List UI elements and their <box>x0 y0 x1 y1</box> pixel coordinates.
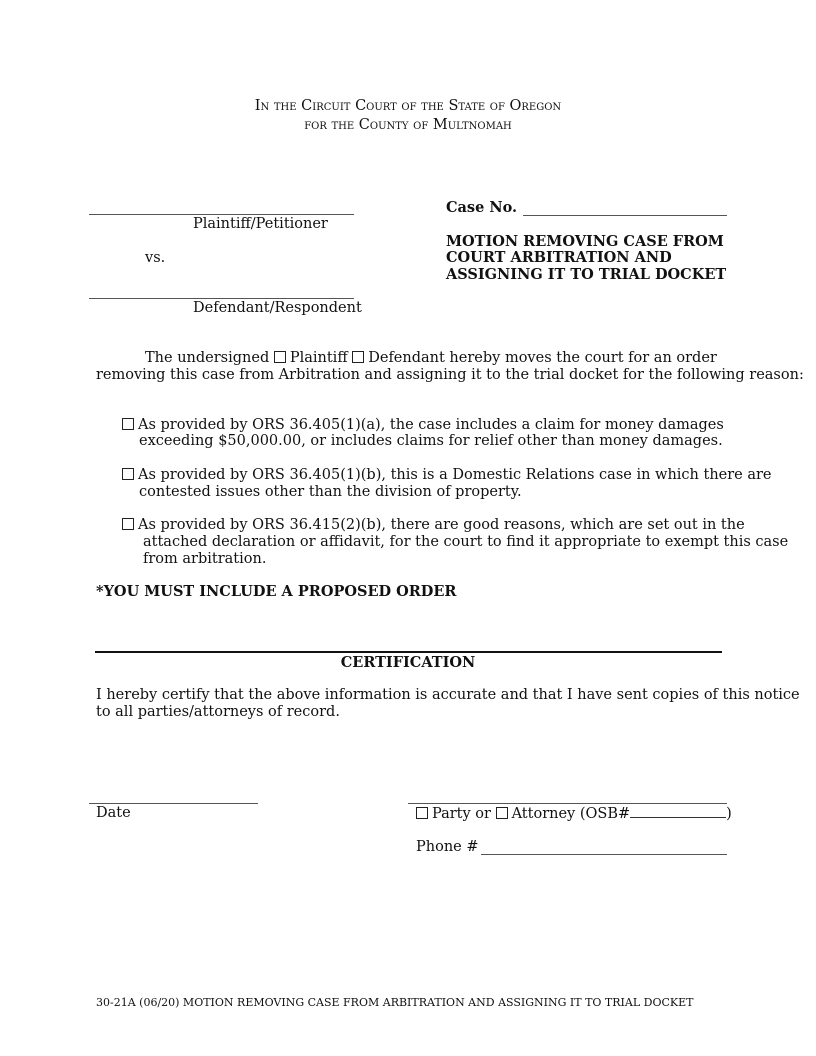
case-no-label: Case No. <box>446 199 518 216</box>
reason-3-line1: As provided by ORS 36.415(2)(b), there are good reasons, which are set out in the <box>138 517 745 533</box>
motion-title-line1: MOTION REMOVING CASE FROM <box>446 233 724 250</box>
certification-divider <box>95 651 722 653</box>
case-no-input[interactable] <box>523 215 727 216</box>
reason-2 <box>122 467 772 483</box>
reason-3 <box>122 517 745 533</box>
defendant-name-line[interactable] <box>89 298 354 299</box>
form-footer: 30-21A (06/20) MOTION REMOVING CASE FROM ARBITRATION AND ASSIGNING IT TO TRIAL DOCKET <box>96 996 694 1009</box>
defendant-checkbox[interactable] <box>352 351 364 363</box>
motion-title-line2: COURT ARBITRATION AND <box>446 249 672 266</box>
motion-intro-line2: removing this case from Arbitration and assigning it to the trial docket for the following reason: <box>96 367 804 383</box>
court-heading-line2: for the County of Multnomah <box>304 117 512 133</box>
date-label: Date <box>96 805 131 821</box>
court-heading-line1: In the Circuit Court of the State of Oregon <box>254 98 562 114</box>
party-checkbox[interactable] <box>416 807 428 819</box>
reason-3-line3: from arbitration. <box>143 551 267 567</box>
plaintiff-option-label: Plaintiff <box>289 350 348 366</box>
plaintiff-name-line[interactable] <box>89 214 354 215</box>
reason-2-checkbox[interactable] <box>122 468 134 480</box>
intro-start-text: The undersigned <box>145 350 270 366</box>
reason-3-checkbox[interactable] <box>122 518 134 530</box>
reason-2-line1: As provided by ORS 36.405(1)(b), this is a Domestic Relations case in which there are <box>138 467 772 483</box>
certification-line2: to all parties/attorneys of record. <box>96 704 340 720</box>
reason-3-line2: attached declaration or affidavit, for the court to find it appropriate to exempt this case <box>143 534 789 550</box>
osb-close-paren: ) <box>726 806 732 822</box>
motion-intro-line1 <box>145 350 717 366</box>
reason-1-checkbox[interactable] <box>122 418 134 430</box>
signer-type <box>416 805 732 822</box>
proposed-order-notice: *YOU MUST INCLUDE A PROPOSED ORDER <box>96 583 457 600</box>
reason-2-line2: contested issues other than the division of property. <box>139 484 522 500</box>
motion-title-line3: ASSIGNING IT TO TRIAL DOCKET <box>446 266 727 283</box>
vs-label: vs. <box>145 250 166 266</box>
defendant-label: Defendant/Respondent <box>193 300 362 316</box>
attorney-checkbox[interactable] <box>496 807 508 819</box>
phone-label: Phone # <box>416 839 479 855</box>
reason-1-line2: exceeding $50,000.00, or includes claims for relief other than money damages. <box>139 433 723 449</box>
reason-1-line1: As provided by ORS 36.405(1)(a), the case includes a claim for money damages <box>138 417 724 433</box>
certification-line1: I hereby certify that the above information is accurate and that I have sent copies of this notice <box>96 687 800 703</box>
plaintiff-checkbox[interactable] <box>274 351 286 363</box>
party-label: Party or <box>432 806 491 822</box>
reason-1 <box>122 417 724 433</box>
signature-line[interactable] <box>408 803 727 804</box>
phone-input[interactable] <box>481 854 727 855</box>
attorney-label: Attorney (OSB# <box>511 806 631 822</box>
defendant-option-label: Defendant hereby moves the court for an order <box>368 350 717 366</box>
certification-heading: CERTIFICATION <box>340 654 476 671</box>
osb-number-input[interactable] <box>630 805 726 818</box>
date-line[interactable] <box>89 803 258 804</box>
plaintiff-label: Plaintiff/Petitioner <box>193 216 328 232</box>
